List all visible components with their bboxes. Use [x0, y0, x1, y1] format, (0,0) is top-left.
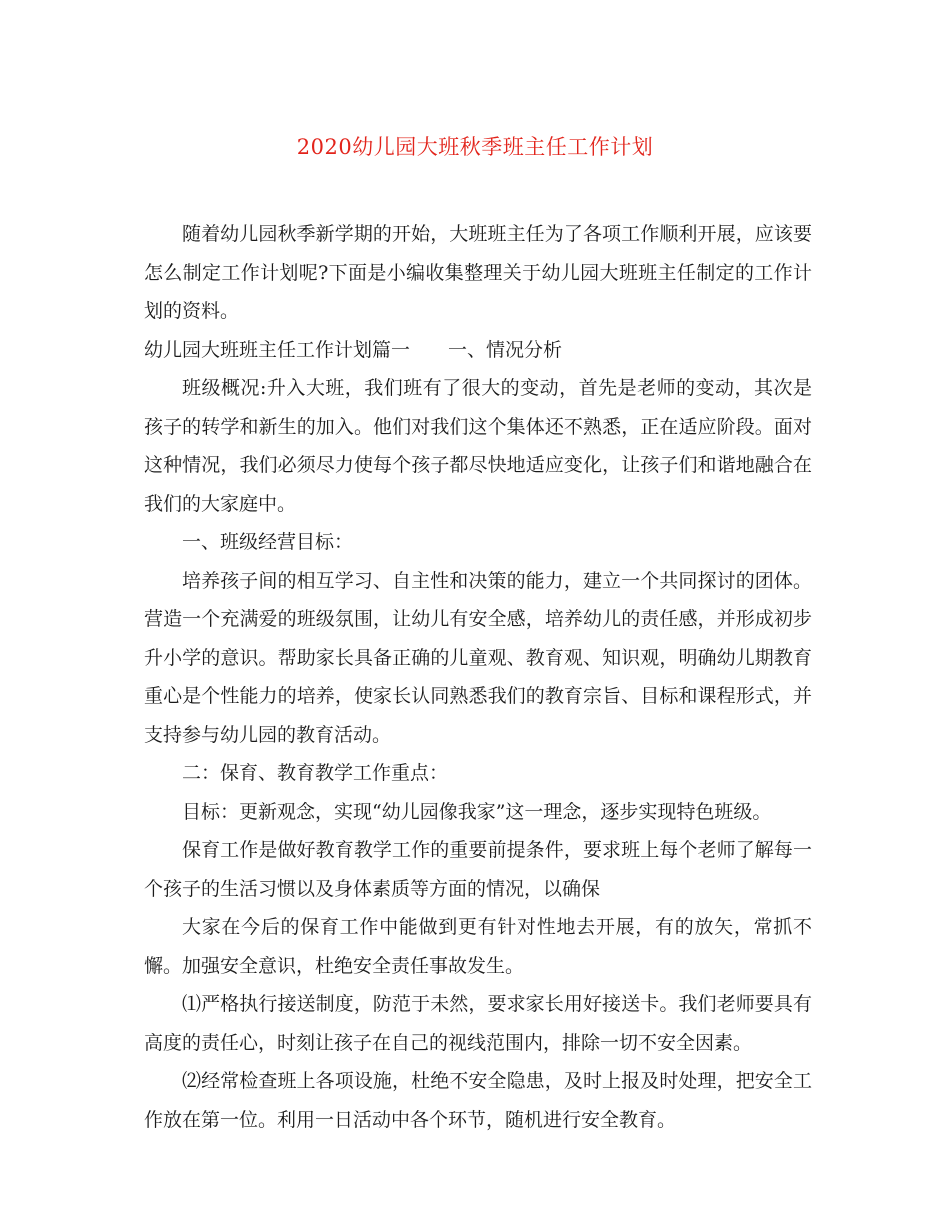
section-part-title: 幼儿园大班班主任工作计划篇一	[144, 338, 411, 361]
section-sub-title: 一、情况分析	[448, 338, 563, 361]
section-heading	[144, 331, 812, 370]
focus-heading: 二：保育、教育教学工作重点：	[182, 762, 449, 784]
care-continued-paragraph: 大家在今后的保育工作中能做到更有针对性地去开展，有的放矢，常抓不懈。加强安全意识，杜绝安全责任事故发生。	[144, 916, 812, 977]
intro-paragraph: 随着幼儿园秋季新学期的开始，大班班主任为了各项工作顺利开展，应该要怎么制定工作计划呢?下面是小编收集整理关于幼儿园大班班主任制定的工作计划的资料。	[144, 223, 812, 322]
item-2-paragraph: ⑵经常检查班上各项设施，杜绝不安全隐患，及时上报及时处理，把安全工作放在第一位。利用一日活动中各个环节，随机进行安全教育。	[144, 1070, 812, 1131]
target-paragraph: 目标：更新观念，实现“幼儿园像我家”这一理念，逐步实现特色班级。	[182, 800, 772, 823]
care-paragraph: 保育工作是做好教育教学工作的重要前提条件，要求班上每个老师了解每一个孩子的生活习惯以及身体素质等方面的情况，以确保	[144, 839, 812, 900]
goals-paragraph: 培养孩子间的相互学习、自主性和决策的能力，建立一个共同探讨的团体。营造一个充满爱的班级氛围，让幼儿有安全感，培养幼儿的责任感，并形成初步升小学的意识。帮助家长具备正确的儿童观、教育观、知识观，明确幼儿期教育重心是个性能力的培养，使家长认同熟悉我们的教育宗旨、目标和课程形式，并支持参与幼儿园的教育活动。	[144, 569, 812, 746]
document-title: 2020幼儿园大班秋季班主任工作计划	[296, 135, 654, 159]
item-1-paragraph: ⑴严格执行接送制度，防范于未然，要求家长用好接送卡。我们老师要具有高度的责任心，时刻让孩子在自己的视线范围内，排除一切不安全因素。	[144, 993, 812, 1054]
goals-heading: 一、班级经营目标：	[182, 531, 354, 553]
class-overview-paragraph: 班级概况:升入大班，我们班有了很大的变动，首先是老师的变动，其次是孩子的转学和新生的加入。他们对我们这个集体还不熟悉，正在适应阶段。面对这种情况，我们必须尽力使每个孩子都尽快地适应变化，让孩子们和谐地融合在我们的大家庭中。	[144, 377, 812, 515]
document-body	[144, 215, 812, 1139]
